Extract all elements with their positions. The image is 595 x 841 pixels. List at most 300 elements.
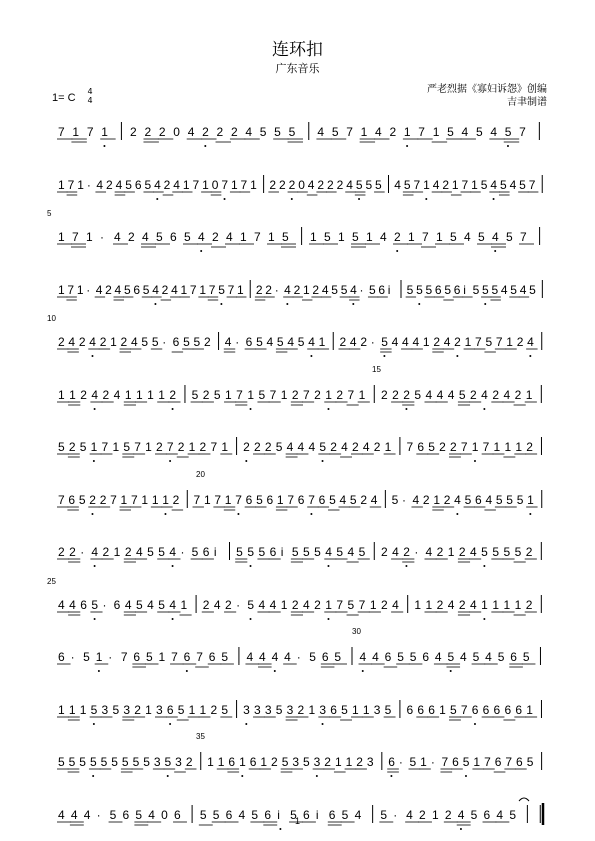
note: 1	[180, 282, 188, 297]
note: 4	[307, 177, 315, 192]
note: 5	[309, 650, 316, 664]
octave-dot	[322, 723, 324, 725]
octave-dot	[250, 565, 252, 567]
note: 4	[436, 387, 444, 402]
note: 7	[235, 492, 242, 507]
note: 1	[525, 387, 533, 402]
note: 5	[281, 755, 289, 769]
note: ·	[430, 755, 435, 769]
octave-dot	[383, 355, 385, 357]
note: 2	[454, 335, 461, 349]
note: 2	[230, 125, 238, 139]
note: 4	[224, 335, 232, 349]
note: 1	[526, 702, 533, 717]
note: 7	[210, 440, 218, 454]
note: 1	[158, 387, 165, 402]
note: 5	[522, 650, 530, 664]
note: 6	[493, 702, 501, 717]
octave-dot	[172, 618, 174, 620]
note: 4	[434, 650, 442, 664]
measure-number: 15	[372, 364, 381, 374]
note: 1	[145, 440, 152, 454]
note: 2	[293, 282, 301, 297]
note: 2	[312, 282, 320, 297]
octave-dot	[450, 670, 452, 672]
time-signature-bottom: 4	[87, 96, 93, 105]
note: 5	[183, 335, 190, 349]
note: 2	[105, 282, 112, 297]
note: 1	[422, 335, 430, 349]
note: 2	[327, 177, 334, 192]
octave-dot	[93, 723, 95, 725]
note: 6	[266, 492, 274, 507]
note: 5	[409, 755, 417, 769]
note: 3	[366, 755, 374, 769]
note: ·	[96, 807, 101, 822]
note: 1	[432, 125, 440, 139]
note: 5	[291, 545, 299, 559]
note: 6	[133, 650, 141, 664]
note: 5	[109, 807, 117, 822]
note: 6	[113, 597, 121, 612]
note: 7	[189, 282, 197, 297]
note: 0	[298, 177, 305, 192]
note: 5	[290, 807, 297, 822]
octave-dot	[92, 775, 94, 777]
note: 5	[355, 177, 363, 192]
note: 7	[308, 492, 315, 507]
note: 5	[258, 545, 266, 559]
page-subtitle: 广东音乐	[275, 62, 320, 75]
note: 6	[245, 335, 253, 349]
note: 4	[470, 597, 477, 612]
note: 5	[358, 545, 366, 559]
note: ·	[296, 650, 301, 664]
note: 4	[349, 335, 357, 349]
octave-dot	[484, 303, 486, 305]
note: 6	[384, 650, 392, 664]
note: 7	[505, 755, 513, 769]
note: 5	[497, 650, 505, 664]
note: 5	[259, 125, 267, 139]
note: 4	[432, 177, 440, 192]
note: 5	[519, 177, 526, 192]
note: 4	[303, 597, 310, 612]
score-line	[0, 627, 595, 683]
score-line	[0, 469, 595, 526]
note: 5	[462, 755, 470, 769]
note: 4	[173, 177, 180, 192]
note: 6	[321, 650, 329, 664]
note: ·	[402, 492, 407, 507]
note: 5	[319, 440, 327, 454]
note: 5	[258, 387, 266, 402]
octave-dot	[483, 618, 485, 620]
note: 7	[120, 650, 128, 664]
fermata-icon	[519, 798, 529, 801]
measure-number: 10	[47, 314, 56, 323]
note: 5	[349, 492, 357, 507]
octave-dot	[167, 775, 169, 777]
note: 7	[86, 125, 94, 139]
octave-dot	[94, 618, 96, 620]
note: 5	[143, 755, 150, 769]
octave-dot	[465, 775, 467, 777]
note: 2	[144, 125, 152, 139]
note: 6	[134, 177, 142, 192]
note: 4	[425, 387, 433, 402]
note: 2	[336, 177, 344, 192]
octave-dot	[396, 250, 398, 252]
time-signature-top: 4	[87, 87, 93, 96]
note: 7	[67, 177, 75, 192]
note: 4	[266, 335, 274, 349]
note: 5	[416, 282, 423, 297]
note: 4	[454, 492, 461, 507]
note: 4	[68, 335, 76, 349]
octave-dot	[494, 250, 496, 252]
octave-dot	[425, 198, 427, 200]
note: 4	[91, 387, 99, 402]
page-number: 1	[294, 816, 300, 826]
note: 1	[247, 387, 255, 402]
note: 5	[256, 335, 263, 349]
note: 2	[380, 387, 388, 402]
note: 5	[58, 755, 65, 769]
note: 7	[347, 387, 355, 402]
note: 4	[271, 650, 279, 664]
note: 2	[336, 387, 344, 402]
note: 5	[288, 125, 296, 139]
note: 5	[475, 125, 483, 139]
note: 5	[491, 282, 499, 297]
note: 4	[238, 807, 246, 822]
octave-dot	[93, 460, 95, 462]
note: 6	[494, 755, 502, 769]
note: 5	[78, 492, 86, 507]
note: 7	[460, 440, 468, 454]
note: 2	[330, 440, 337, 454]
octave-dot	[237, 513, 239, 515]
note: 2	[439, 440, 446, 454]
note: 5	[135, 807, 143, 822]
note: 5	[485, 335, 493, 349]
note: 5	[314, 545, 321, 559]
score-line	[0, 171, 595, 211]
note: 5	[391, 492, 399, 507]
note: 2	[169, 387, 177, 402]
octave-dot	[224, 198, 226, 200]
note: 4	[457, 807, 465, 822]
note: 1	[250, 177, 257, 192]
note: 4	[297, 440, 305, 454]
note: 5	[90, 702, 98, 717]
octave-dot	[322, 460, 324, 462]
note: i	[280, 545, 284, 559]
note: 2	[291, 387, 299, 402]
note: 1	[230, 177, 238, 192]
note: 3	[313, 755, 321, 769]
note: 2	[271, 755, 278, 769]
note: 1	[239, 755, 246, 769]
note: 7	[441, 755, 449, 769]
note: 1	[101, 125, 108, 139]
note: 2	[80, 387, 87, 402]
note: 1	[182, 177, 190, 192]
note: 2	[177, 440, 185, 454]
note: 5	[409, 650, 417, 664]
note: 1	[202, 177, 209, 192]
note: 4	[114, 282, 122, 297]
note: i	[315, 807, 319, 822]
note: 7	[484, 755, 491, 769]
octave-dot	[406, 145, 408, 147]
note: 2	[443, 492, 451, 507]
note: 2	[216, 125, 224, 139]
note: 7	[58, 492, 65, 507]
note: ·	[414, 545, 419, 559]
note: 4	[509, 177, 517, 192]
note: 3	[123, 702, 131, 717]
note: 5	[164, 755, 172, 769]
note: 5	[303, 755, 310, 769]
note: ·	[108, 650, 113, 664]
octave-dot	[291, 198, 293, 200]
note: 5	[111, 755, 118, 769]
note: 1	[180, 597, 188, 612]
note: ·	[102, 597, 107, 612]
octave-dot	[460, 828, 462, 830]
note: 7	[406, 440, 414, 454]
note: 0	[173, 125, 180, 139]
note: 1	[514, 597, 522, 612]
note: 7	[240, 177, 248, 192]
note: 2	[433, 335, 441, 349]
note: 5	[184, 230, 191, 244]
note: 7	[193, 492, 201, 507]
note: 4	[198, 230, 205, 244]
note: 2	[99, 492, 107, 507]
note: 5	[123, 282, 131, 297]
note: 5	[141, 335, 149, 349]
note: 4	[503, 387, 511, 402]
note: 2	[134, 702, 141, 717]
measure-number: 5	[47, 209, 52, 218]
note: 5	[251, 807, 259, 822]
note: 5	[480, 177, 488, 192]
note: i	[277, 807, 280, 822]
note: 1	[338, 230, 345, 244]
score-line-notation	[0, 223, 595, 263]
note: 1	[135, 387, 143, 402]
note: 7	[130, 492, 138, 507]
octave-dot	[310, 513, 312, 515]
note: 1	[471, 440, 479, 454]
note: 5	[89, 755, 97, 769]
note: 1	[310, 230, 317, 244]
octave-dot	[156, 198, 158, 200]
octave-dot	[529, 513, 531, 515]
measure-number: 35	[196, 732, 205, 741]
measure-number: 25	[47, 576, 56, 586]
note: 4	[443, 335, 451, 349]
note: 2	[314, 597, 321, 612]
note: 4	[461, 125, 469, 139]
octave-dot	[483, 565, 485, 567]
score-line-notation	[0, 591, 595, 631]
note: 4	[308, 335, 315, 349]
note: ·	[370, 335, 375, 349]
note: 7	[303, 387, 310, 402]
score-line-notation	[0, 171, 595, 211]
note: 4	[114, 230, 121, 244]
note: 7	[236, 387, 243, 402]
note: 1	[325, 597, 332, 612]
note: 1	[162, 492, 169, 507]
note: 5	[341, 702, 348, 717]
note: 5	[470, 807, 478, 822]
note: 2	[102, 387, 110, 402]
note: i	[387, 282, 391, 297]
note: 1	[76, 282, 84, 297]
note: 2	[470, 387, 477, 402]
note: 7	[269, 387, 277, 402]
note: 7	[134, 440, 141, 454]
octave-dot	[362, 670, 364, 672]
note: 1	[384, 440, 392, 454]
note: 6	[452, 755, 459, 769]
note: 6	[516, 755, 523, 769]
note: 7	[460, 702, 468, 717]
note: 7	[196, 650, 203, 664]
note: 5	[334, 650, 342, 664]
note: 1	[68, 702, 76, 717]
note: 1	[464, 335, 472, 349]
key-signature: 1= C	[52, 92, 76, 104]
note: 2	[225, 597, 232, 612]
note: 2	[380, 545, 388, 559]
note: 7	[214, 492, 222, 507]
octave-dot	[327, 565, 329, 567]
note: 1	[325, 387, 332, 402]
note: 5	[529, 282, 536, 297]
note: 7	[358, 597, 366, 612]
octave-dot	[483, 408, 485, 410]
note: 5	[177, 702, 185, 717]
note: 1	[352, 702, 359, 717]
note: 3	[153, 755, 161, 769]
note: 2	[492, 387, 500, 402]
note: 4	[496, 807, 504, 822]
note: 5	[218, 282, 225, 297]
note: 5	[516, 492, 524, 507]
note: 6	[303, 807, 310, 822]
note: 5	[352, 230, 359, 244]
note: 6	[406, 702, 414, 717]
note: 2	[158, 125, 166, 139]
note: 4	[89, 335, 96, 349]
note: 5	[444, 282, 452, 297]
octave-dot	[316, 775, 318, 777]
note: 2	[128, 230, 135, 244]
note: 1	[240, 230, 247, 244]
page-title: 连环扣	[272, 40, 323, 60]
note: 2	[324, 755, 331, 769]
note: 5	[212, 807, 220, 822]
note: 1	[188, 702, 196, 717]
note: 1	[145, 702, 152, 717]
note: 1	[366, 230, 373, 244]
score-line-notation	[0, 433, 595, 473]
note: 5	[380, 807, 388, 822]
note: 2	[339, 335, 347, 349]
note: 4	[481, 387, 488, 402]
note: 4	[359, 650, 367, 664]
note: 1	[423, 177, 430, 192]
note: 5	[79, 440, 87, 454]
score-line-notation	[0, 538, 595, 578]
note: 1	[503, 597, 511, 612]
octave-dot	[507, 145, 509, 147]
note: 1	[403, 125, 411, 139]
note: 4	[392, 545, 399, 559]
note: 5	[213, 387, 221, 402]
note: 6	[475, 492, 482, 507]
note: 1	[504, 440, 512, 454]
note: 4	[284, 282, 291, 297]
note: 4	[370, 492, 378, 507]
note: 4	[69, 597, 76, 612]
octave-dot	[474, 723, 476, 725]
note: 2	[203, 335, 211, 349]
note: 2	[202, 125, 209, 139]
note: 5	[526, 755, 534, 769]
note: 5	[481, 545, 488, 559]
note: 6	[228, 755, 236, 769]
note: 6	[269, 545, 277, 559]
note: 5	[510, 282, 517, 297]
score-line	[0, 538, 595, 578]
octave-dot	[405, 565, 407, 567]
note: 0	[211, 177, 219, 192]
note: 5	[375, 177, 382, 192]
note: 1	[481, 597, 488, 612]
note: 1	[110, 335, 117, 349]
note: 2	[444, 807, 452, 822]
octave-dot	[310, 355, 312, 357]
note: 4	[412, 335, 420, 349]
note: 2	[172, 492, 180, 507]
note: 1	[217, 755, 225, 769]
octave-dot	[456, 355, 458, 357]
note: 6	[422, 650, 430, 664]
octave-dot	[390, 775, 392, 777]
note: 4	[259, 650, 266, 664]
note: 5	[478, 230, 485, 244]
note: 1	[369, 597, 377, 612]
note: 5	[156, 230, 163, 244]
note: 4	[169, 545, 177, 559]
note: 6	[174, 807, 181, 822]
note: 4	[91, 545, 99, 559]
note: 1	[362, 702, 370, 717]
note: 2	[436, 597, 444, 612]
note: 5	[112, 702, 120, 717]
note: 1	[527, 492, 534, 507]
note: 2	[185, 755, 193, 769]
note: 7	[495, 335, 503, 349]
note: 1	[120, 492, 128, 507]
